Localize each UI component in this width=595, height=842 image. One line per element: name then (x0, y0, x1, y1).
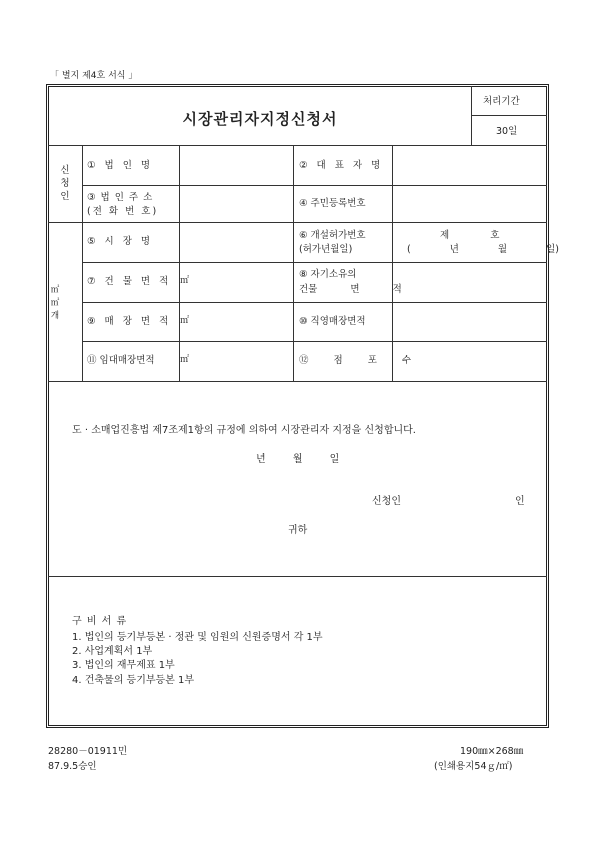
store-area-label: ⑨ 매 장 면 적 (87, 316, 172, 327)
table-row-line-2 (48, 222, 547, 223)
phone-number-label: (전 화 번 호) (87, 206, 159, 217)
store-area-unit: ㎡ (180, 316, 190, 326)
document-item-4: 4. 건축물의 등기부등본 1부 (72, 675, 195, 686)
form-inner-border (48, 86, 547, 726)
table-row-line-5 (82, 341, 547, 342)
building-area-unit: ㎡ (180, 276, 190, 286)
form-title: 시장관리자지정신청서 (182, 110, 338, 128)
statement-bottom-line (48, 576, 547, 577)
addressee-label: 귀하 (288, 525, 308, 536)
header-bottom-line (48, 145, 547, 146)
table-row-line-1 (82, 185, 547, 186)
applicant-signature-label: 신청인 (372, 496, 401, 507)
permit-number-value: 제 호 (440, 230, 500, 241)
rep-name-label: ② 대 표 자 명 (299, 160, 384, 171)
store-count-label: ⑫ 점 포 수 (299, 355, 412, 366)
document-item-1: 1. 법인의 등기부등본 · 정관 및 임원의 신원증명서 각 1부 (72, 632, 323, 643)
lease-area-label: ⑪ 임대매장면적 (87, 355, 155, 366)
table-row-line-4 (82, 302, 547, 303)
market-side-label: ㎡ ㎡ 개 (50, 285, 60, 321)
own-building-area-label: 건물 면 적 (299, 284, 402, 295)
approval-date: 87.9.5승인 (48, 761, 97, 772)
processing-divider (471, 115, 547, 116)
table-col-line-3 (293, 145, 294, 381)
table-col-line-1 (82, 145, 83, 381)
processing-period-value: 30일 (496, 126, 518, 137)
form-number-label: 「 별지 제4호 서식 」 (50, 71, 138, 81)
applicant-side-label: 신 청 인 (60, 165, 70, 202)
table-bottom-line (48, 381, 547, 382)
direct-store-area-label: ⑩ 직영매장면적 (299, 316, 366, 327)
paper-spec: (인쇄용지54ｇ/㎡) (434, 761, 513, 772)
permit-date-value: ( 년 월 일) (407, 244, 560, 255)
lease-area-unit: ㎡ (180, 355, 190, 365)
building-area-label: ⑦ 건 물 면 적 (87, 276, 172, 287)
form-code: 28280－01911민 (48, 746, 128, 757)
processing-period-label: 처리기간 (483, 96, 520, 107)
paper-size: 190㎜×268㎜ (460, 746, 524, 757)
own-building-label: ⑧ 자기소유의 (299, 269, 357, 280)
market-name-label: ⑤ 시 장 명 (87, 236, 154, 247)
date-line: 년 월 일 (256, 454, 340, 465)
document-item-2: 2. 사업계획서 1부 (72, 646, 153, 657)
corp-address-label: ③ 법 인 주 소 (87, 192, 154, 203)
resident-number-label: ④ 주민등록번호 (299, 198, 366, 209)
application-statement: 도 · 소매업진흥법 제7조제1항의 규정에 의하여 시장관리자 지정을 신청합니다. (72, 425, 416, 436)
permit-date-label: (허가년월일) (299, 244, 353, 255)
document-item-3: 3. 법인의 재무제표 1부 (72, 660, 175, 671)
table-col-line-4 (392, 145, 393, 381)
permit-number-label: ⑥ 개설허가번호 (299, 230, 366, 241)
seal-mark: 인 (515, 496, 525, 507)
table-row-line-3 (82, 262, 547, 263)
corp-name-label: ① 법 인 명 (87, 160, 154, 171)
header-divider-vertical (471, 86, 472, 146)
table-col-line-2 (179, 145, 180, 381)
required-documents-heading: 구 비 서 류 (72, 616, 128, 627)
